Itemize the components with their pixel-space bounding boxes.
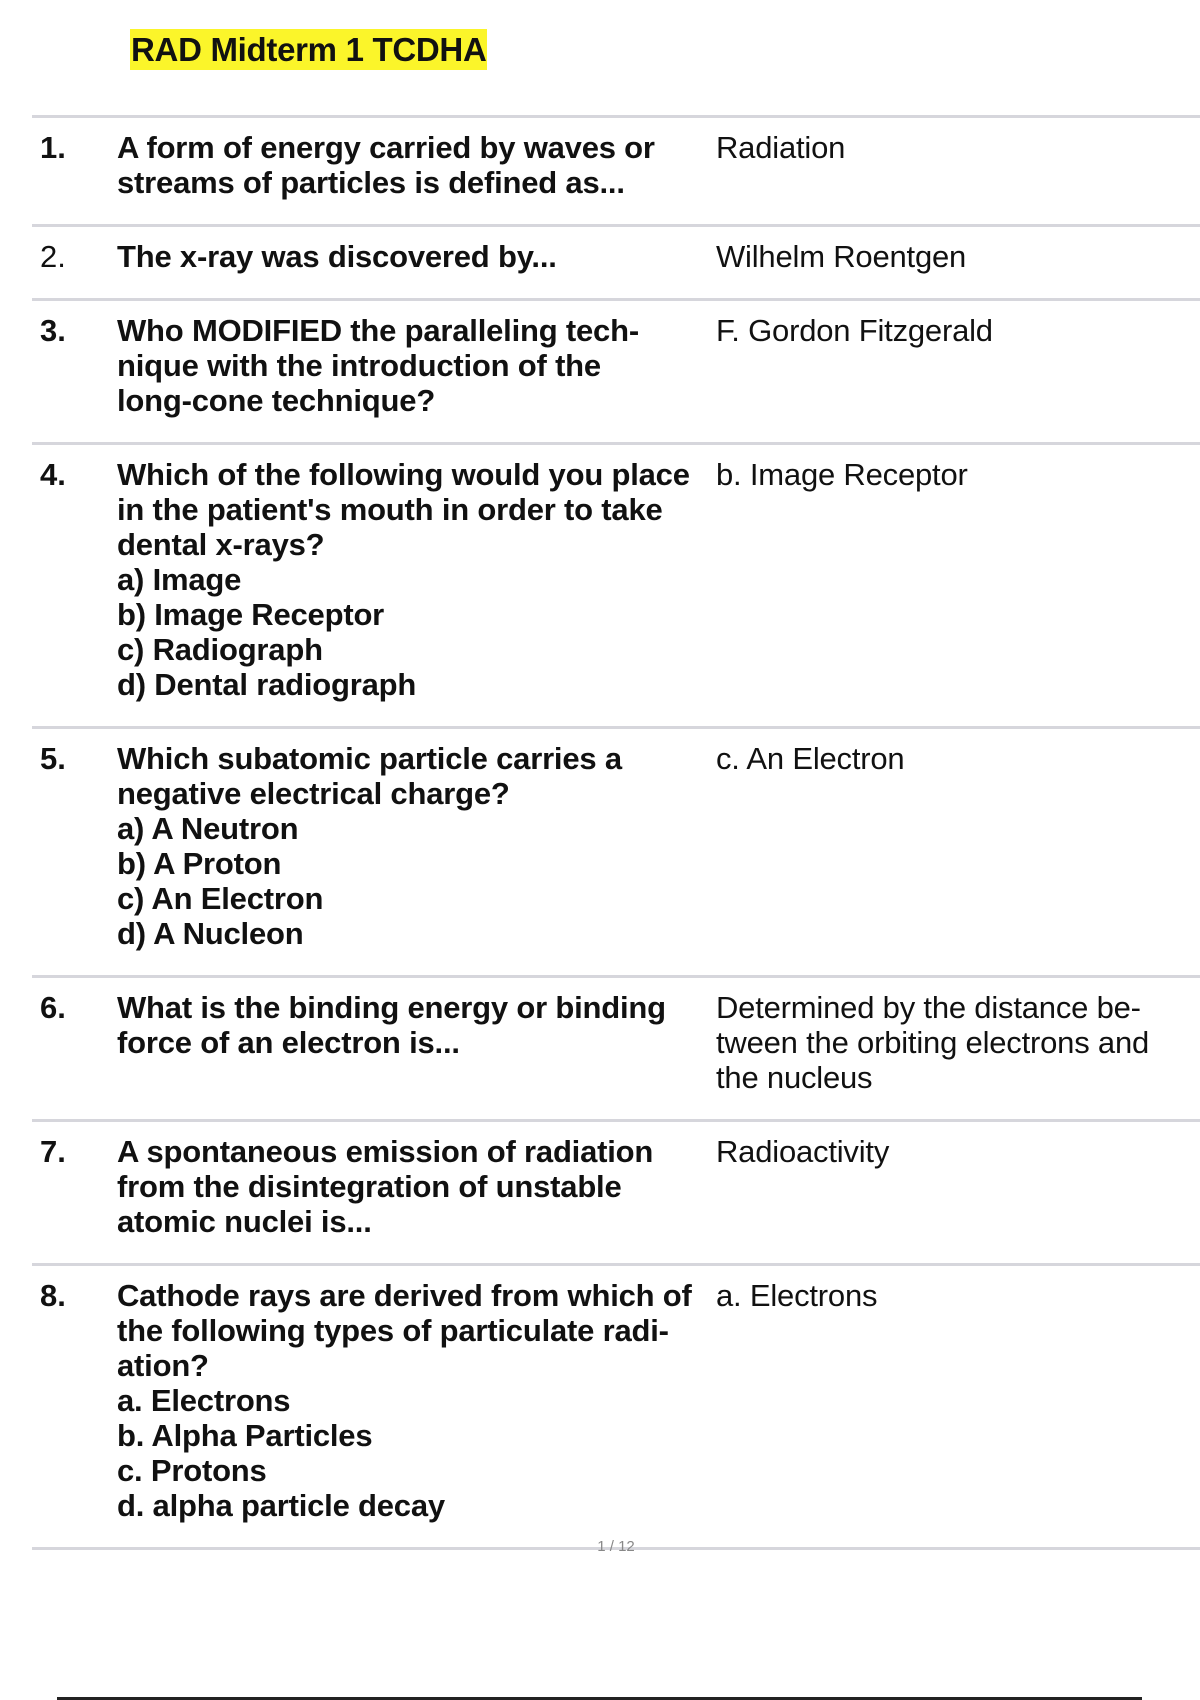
answer-option: a) Image bbox=[117, 562, 242, 597]
answer-line: a. Electrons bbox=[716, 1278, 878, 1313]
question-number: 7. bbox=[40, 1134, 66, 1169]
question-number: 3. bbox=[40, 313, 66, 348]
qa-row-7 bbox=[32, 1122, 1200, 1266]
answer-line: Wilhelm Roentgen bbox=[716, 239, 967, 274]
answer-line: Determined by the distance be- bbox=[716, 990, 1141, 1025]
qa-row-3 bbox=[32, 301, 1200, 445]
question-line: in the patient's mouth in order to take bbox=[117, 492, 663, 527]
question-number: 6. bbox=[40, 990, 66, 1025]
qa-row-1 bbox=[32, 118, 1200, 227]
question-line: negative electrical charge? bbox=[117, 776, 510, 811]
question-line: long-cone technique? bbox=[117, 383, 436, 418]
answer-line: F. Gordon Fitzgerald bbox=[716, 313, 993, 348]
question-number: 2. bbox=[40, 239, 66, 274]
answer-text bbox=[714, 313, 1200, 418]
question-line: the following types of particulate radi- bbox=[117, 1313, 669, 1348]
question-text bbox=[117, 239, 714, 274]
question-line: streams of particles is defined as... bbox=[117, 165, 625, 200]
qa-row-2 bbox=[32, 227, 1200, 301]
answer-line: b. Image Receptor bbox=[716, 457, 968, 492]
question-line: from the disintegration of unstable bbox=[117, 1169, 622, 1204]
question-line: Cathode rays are derived from which of bbox=[117, 1278, 692, 1313]
answer-option: c. Protons bbox=[117, 1453, 267, 1488]
question-number: 8. bbox=[40, 1278, 66, 1313]
answer-text bbox=[714, 130, 1200, 200]
answer-option: b) Image Receptor bbox=[117, 597, 385, 632]
answer-text bbox=[714, 990, 1200, 1095]
question-line: dental x-rays? bbox=[117, 527, 325, 562]
question-line: force of an electron is... bbox=[117, 1025, 460, 1060]
answer-line: Radiation bbox=[716, 130, 846, 165]
question-line: ation? bbox=[117, 1348, 209, 1383]
question-line: What is the binding energy or binding bbox=[117, 990, 666, 1025]
answer-text bbox=[714, 741, 1200, 951]
qa-row-5 bbox=[32, 729, 1200, 978]
answer-text bbox=[714, 457, 1200, 702]
document-title-text: RAD Midterm 1 TCDHA bbox=[131, 31, 487, 68]
answer-option: a) A Neutron bbox=[117, 811, 299, 846]
answer-line: c. An Electron bbox=[716, 741, 905, 776]
question-line: A spontaneous emission of radiation bbox=[117, 1134, 654, 1169]
qa-row-4 bbox=[32, 445, 1200, 729]
question-line: Who MODIFIED the paralleling tech- bbox=[117, 313, 639, 348]
document-title bbox=[130, 30, 487, 70]
question-line: nique with the introduction of the bbox=[117, 348, 601, 383]
question-line: Which subatomic particle carries a bbox=[117, 741, 622, 776]
qa-row-8 bbox=[32, 1266, 1200, 1550]
question-text bbox=[117, 457, 714, 702]
answer-option: d) A Nucleon bbox=[117, 916, 304, 951]
question-text bbox=[117, 990, 714, 1095]
answer-text bbox=[714, 239, 1200, 274]
qa-row-6 bbox=[32, 978, 1200, 1122]
question-text bbox=[117, 130, 714, 200]
answer-option: b) A Proton bbox=[117, 846, 282, 881]
answer-line: the nucleus bbox=[716, 1060, 873, 1095]
answer-line: Radioactivity bbox=[716, 1134, 890, 1169]
answer-option: a. Electrons bbox=[117, 1383, 291, 1418]
question-text bbox=[117, 741, 714, 951]
answer-option: b. Alpha Particles bbox=[117, 1418, 373, 1453]
answer-option: d. alpha particle decay bbox=[117, 1488, 445, 1523]
question-text bbox=[117, 313, 714, 418]
question-number: 1. bbox=[40, 130, 66, 165]
answer-option: d) Dental radiograph bbox=[117, 667, 417, 702]
question-line: atomic nuclei is... bbox=[117, 1204, 372, 1239]
answer-text bbox=[714, 1278, 1200, 1523]
question-text bbox=[117, 1134, 714, 1239]
page-indicator: 1 / 12 bbox=[597, 1538, 635, 1555]
question-line: A form of energy carried by waves or bbox=[117, 130, 655, 165]
question-number: 4. bbox=[40, 457, 66, 492]
question-number: 5. bbox=[40, 741, 66, 776]
question-answer-table bbox=[32, 115, 1200, 1550]
answer-text bbox=[714, 1134, 1200, 1239]
question-line: Which of the following would you place bbox=[117, 457, 690, 492]
answer-option: c) Radiograph bbox=[117, 632, 323, 667]
question-line: The x-ray was discovered by... bbox=[117, 239, 557, 274]
answer-option: c) An Electron bbox=[117, 881, 324, 916]
question-text bbox=[117, 1278, 714, 1523]
answer-line: tween the orbiting electrons and bbox=[716, 1025, 1150, 1060]
